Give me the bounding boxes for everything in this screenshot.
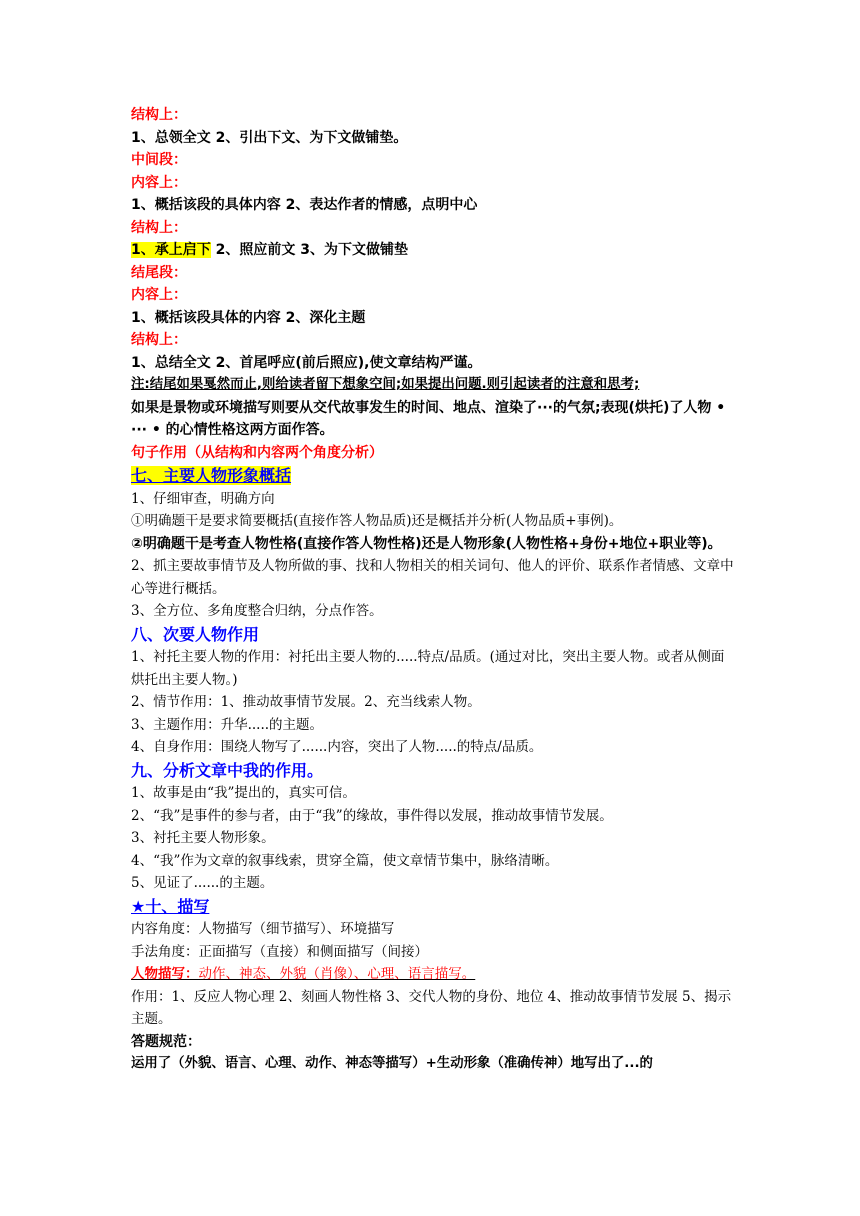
label-ending-paragraph: 结尾段：: [131, 264, 187, 281]
heading-text: 七、主要人物形象概括: [131, 466, 292, 485]
text-paragraph: 2、抓主要故事情节及人物所做的事、找和人物相关的相关词句、他人的评价、联系作者情感、文章中心等进行概括。: [131, 558, 734, 597]
label-answer-norms: 答题规范：: [131, 1033, 201, 1050]
text-line: 1、概括该段的具体内容 2、表达作者的情感，点明中心: [131, 197, 478, 213]
text-line: 2、“我”是事件的参与者，由于“我”的缘故，事件得以发展，推动故事情节发展。: [131, 807, 613, 824]
label-sentence-function: 句子作用（从结构和内容两个角度分析）: [131, 444, 383, 461]
text-line: 4、“我”作为文章的叙事线索，贯穿全篇，使文章情节集中，脉络清晰。: [131, 852, 559, 869]
text-span: 动作、神态、外貌（肖像）、心理、语言描写。: [198, 966, 476, 982]
text-line: [131, 239, 736, 262]
text-line: 2、情节作用：1、推动故事情节发展。2、充当线索人物。: [131, 694, 481, 710]
label-structure: 结构上：: [131, 107, 187, 123]
text-paragraph: 1、衬托主要人物的作用：衬托出主要人物的.....特点/品质。(通过对比，突出主要人物。或者从侧面烘托出主要人物。): [131, 649, 725, 688]
text-line: 1、总领全文 2、引出下文、为下文做铺垫。: [131, 129, 408, 146]
text-span: 2、照应前文 3、为下文做铺垫: [210, 242, 408, 258]
text-line: 1、总结全文 2、首尾呼应(前后照应),使文章结构严谨。: [131, 354, 482, 371]
section-heading-7: [131, 464, 736, 488]
text-line: 1、故事是由“我”提出的，真实可信。: [131, 785, 356, 801]
highlighted-text: 1、承上启下: [131, 242, 211, 258]
text-line: 运用了（外貌、语言、心理、动作、神态等描写）+生动形象（准确传神）地写出了...的: [131, 1056, 653, 1071]
section-heading-10: ★十、描写: [131, 896, 210, 916]
text-line: 1、概括该段具体的内容 2、深化主题: [131, 309, 366, 326]
section-heading-9: 九、分析文章中我的作用。: [131, 760, 324, 780]
text-line: 4、自身作用：围绕人物写了......内容，突出了人物.....的特点/品质。: [131, 739, 543, 755]
label-middle-paragraph: 中间段：: [131, 152, 187, 168]
label-structure: 结构上：: [131, 332, 187, 348]
character-description-line: [131, 963, 736, 986]
section-heading-8: 八、次要人物作用: [131, 624, 260, 644]
text-line: 3、衬托主要人物形象。: [131, 830, 275, 846]
document-page: [131, 104, 736, 1076]
text-line: 5、见证了......的主题。: [131, 875, 274, 891]
text-paragraph: 如果是景物或环境描写则要从交代故事发生的时间、地点、渲染了···的气氛;表现(烘托)了人物 • ··· • 的心情性格这两方面作答。: [131, 399, 726, 438]
label-structure: 结构上：: [131, 219, 187, 236]
label-character-description: 人物描写：: [131, 966, 199, 982]
text-paragraph: 作用：1、反应人物心理 2、刻画人物性格 3、交代人物的身份、地位 4、推动故事情节发展 5、揭示主题。: [131, 988, 732, 1027]
note-line: 注:结尾如果戛然而止,则给读者留下想象空间;如果提出问题.则引起读者的注意和思考;: [131, 377, 640, 392]
label-content: 内容上：: [131, 287, 187, 303]
label-content: 内容上：: [131, 174, 187, 191]
text-paragraph: ②明确题干是考查人物性格(直接作答人物性格)还是人物形象(人物性格+身份+地位+职业等)。: [131, 535, 722, 552]
text-line: ①明确题干是要求简要概括(直接作答人物品质)还是概括并分析(人物品质+事例)。: [131, 513, 623, 529]
text-line: 3、全方位、多角度整合归纳，分点作答。: [131, 603, 383, 619]
text-line: 手法角度：正面描写（直接）和侧面描写（间接）: [131, 943, 428, 960]
text-line: 内容角度：人物描写（细节描写）、环境描写: [131, 921, 395, 937]
text-line: 3、主题作用：升华.....的主题。: [131, 716, 324, 733]
text-line: 1、仔细审查，明确方向: [131, 490, 275, 507]
